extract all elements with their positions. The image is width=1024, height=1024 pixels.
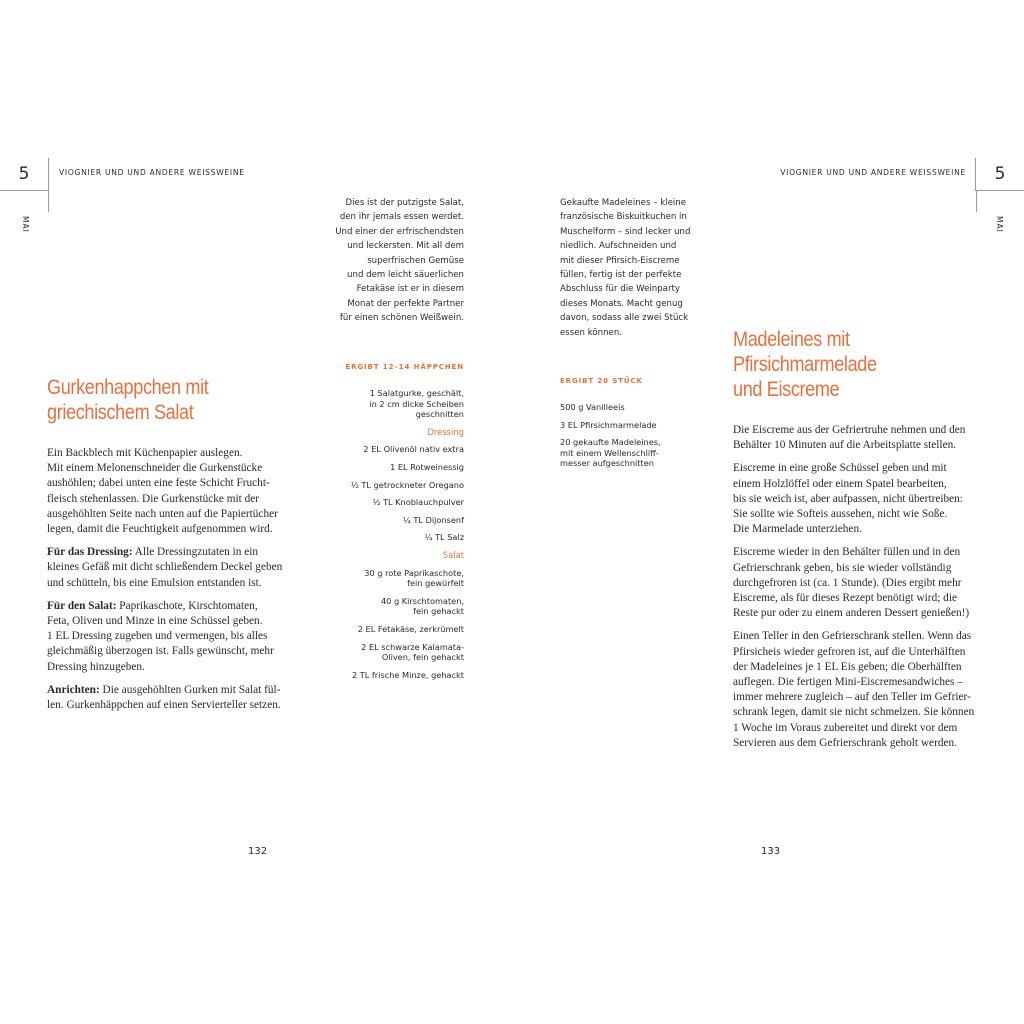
page-number-right: 133 — [761, 846, 781, 857]
recipe-title-right-line1: Madeleines mit — [733, 328, 850, 351]
intro-left: Dies ist der putzigste Salat, den ihr jemals essen werdet. Und einer der erfrischendsten und leckersten. Mit all dem superfrischen Gemüse und dem leicht säuerlichen Fetakäse ist er in diesem Monat der perfekte Partner für einen schönen Weißwein. — [335, 198, 464, 324]
ingredient-item: 3 EL Pfirsichmarmelade — [560, 419, 657, 430]
ingredient-item: 1 EL Rotweinessig — [390, 461, 464, 472]
ingredient-item: 2 EL Fetakäse, zerkrümelt — [357, 623, 464, 634]
ingredient-item: 30 g rote Paprikaschote, fein gewürfelt — [364, 567, 464, 589]
ingredient-item: 2 TL frische Minze, gehackt — [351, 669, 464, 680]
ingredient-item: ¼ TL Salz — [424, 532, 464, 543]
method-step-2 — [47, 545, 297, 591]
running-head-right: VIOGNIER UND UND ANDERE WEISSWEINE — [780, 168, 966, 177]
method-step-1-text: Ein Backblech mit Küchenpapier auslegen. Mit einem Melonenschneider die Gurkenstücke aushöhlen; dabei unten eine feste Schicht Frucht- fleisch stehenlassen. Die Gurkenstücke mit der ausgehöhlten Seite nach unten auf die Papiertücher legen, damit die Feuchtigkeit aufgenommen wird. — [47, 447, 278, 536]
ingredient-item: 500 g Vanilleeis — [560, 402, 625, 412]
method-step-3 — [47, 599, 297, 675]
method-left — [47, 446, 297, 721]
ingredient-item: 2 EL Olivenöl nativ extra — [363, 444, 464, 455]
recipe-title-left-line1: Gurkenhappchen mit — [47, 376, 209, 399]
recipe-title-left — [47, 375, 208, 425]
method-step-3-lead: Für den Salat: — [47, 599, 117, 612]
month-label-left: MAI — [21, 216, 30, 233]
method-step-4: Einen Teller in den Gefrierschrank stellen. Wenn das Pfirsicheis wieder gefroren ist, auf die Unterhälften der Madeleines je 1 EL Eis geben; die Oberhälften auflegen. Die fertigen Mini-Eiscremesandwiches – immer mehrere zugleich – auf den Teller im Gefrier- schrank legen, damit sie nicht schmelzen. Sie können 1 Woche im Voraus zubereitet und direkt vor dem Servieren aus dem Gefrierschrank geholt werden. — [733, 630, 975, 749]
recipe-title-left-line2: griechischem Salat — [47, 401, 194, 424]
month-label-right: MAI — [995, 216, 1004, 233]
ingredient-list-left — [294, 388, 464, 687]
ingredient-item: ¼ TL Dijonsenf — [402, 514, 464, 525]
recipe-title-right-line2: Pfirsichmarmelade — [733, 353, 877, 376]
method-step-2-lead: Für das Dressing: — [47, 546, 133, 559]
ingredient-item: 2 EL schwarze Kalamata- Oliven, fein gehackt — [361, 641, 464, 663]
method-step-4 — [47, 683, 297, 713]
method-step-2: Eiscreme in eine große Schüssel geben und mit einem Holzlöffel oder einem Spatel bearbeiten, bis sie weich ist, aber aufpassen, nicht übertreiben: Sie sollte wie Softeis aussehen, nicht wie Soße. Die Marmelade unterziehen. — [733, 462, 963, 536]
method-step-2-text: Alle Dressingzutaten in ein kleines Gefäß mit dicht schließendem Deckel geben und schütteln, bis eine Emulsion entstanden ist. — [47, 546, 283, 589]
method-step-4-lead: Anrichten: — [47, 683, 100, 696]
method-step-4-text: Die ausgehöhlten Gurken mit Salat fül- len. Gurkenhäppchen auf einen Servierteller setzen. — [47, 683, 281, 712]
ingredient-group-salat: Salat — [442, 549, 464, 560]
method-right — [733, 423, 983, 759]
ingredient-group-dressing: Dressing — [427, 426, 464, 437]
yield-right: ERGIBT 20 STÜCK — [560, 377, 643, 385]
tab-rule-left — [48, 190, 49, 212]
ingredient-item: 20 gekaufte Madeleines, mit einem Wellenschliff- messer aufgeschnitten — [560, 437, 661, 469]
chapter-number-left: 5 — [0, 158, 49, 191]
method-step-3: Eiscreme wieder in den Behälter füllen und in den Gefrierschrank geben, bis sie wieder vollständig durchgefroren ist (ca. 1 Stunde). (Dies ergibt mehr Eiscreme, als für dieses Rezept benötigt wird; die Reste pur oder zu einem anderen Dessert genießen!) — [733, 546, 970, 620]
tab-rule-right — [976, 190, 977, 212]
recipe-title-right — [733, 327, 877, 402]
page-number-left: 132 — [248, 846, 268, 857]
recipe-title-right-line3: und Eiscreme — [733, 378, 840, 401]
method-step-3-text: Paprikaschote, Kirschtomaten, Feta, Oliven und Minze in eine Schüssel geben. 1 EL Dressing zugeben und vermengen, bis alles gleichmäßig überzogen ist. Falls gewünscht, mehr Dressing hinzugeben. — [47, 599, 274, 673]
ingredient-list-right — [560, 402, 730, 476]
ingredient-item: 1 Salatgurke, geschält, in 2 cm dicke Scheiben geschnitten — [369, 388, 464, 420]
running-head-left: VIOGNIER UND UND ANDERE WEISSWEINE — [59, 168, 245, 177]
yield-left: ERGIBT 12–14 HÄPPCHEN — [345, 363, 464, 371]
ingredient-item: ½ TL getrockneter Oregano — [350, 479, 464, 490]
method-step-1 — [47, 446, 297, 537]
ingredient-item: 40 g Kirschtomaten, fein gehackt — [380, 595, 464, 617]
ingredient-item: ½ TL Knoblauchpulver — [372, 497, 464, 508]
method-step-1: Die Eiscreme aus der Gefriertruhe nehmen und den Behälter 10 Minuten auf die Arbeitsplatte stellen. — [733, 424, 966, 452]
intro-right: Gekaufte Madeleines – kleine französische Biskuitkuchen in Muschelform – sind lecker und niedlich. Aufschneiden und mit dieser Pfirsich-Eiscreme füllen, fertig ist der perfekte Abschluss für die Weinparty dieses Monats. Macht genug davon, sodass alle zwei Stück essen können. — [560, 198, 691, 338]
chapter-number-right: 5 — [975, 158, 1024, 191]
